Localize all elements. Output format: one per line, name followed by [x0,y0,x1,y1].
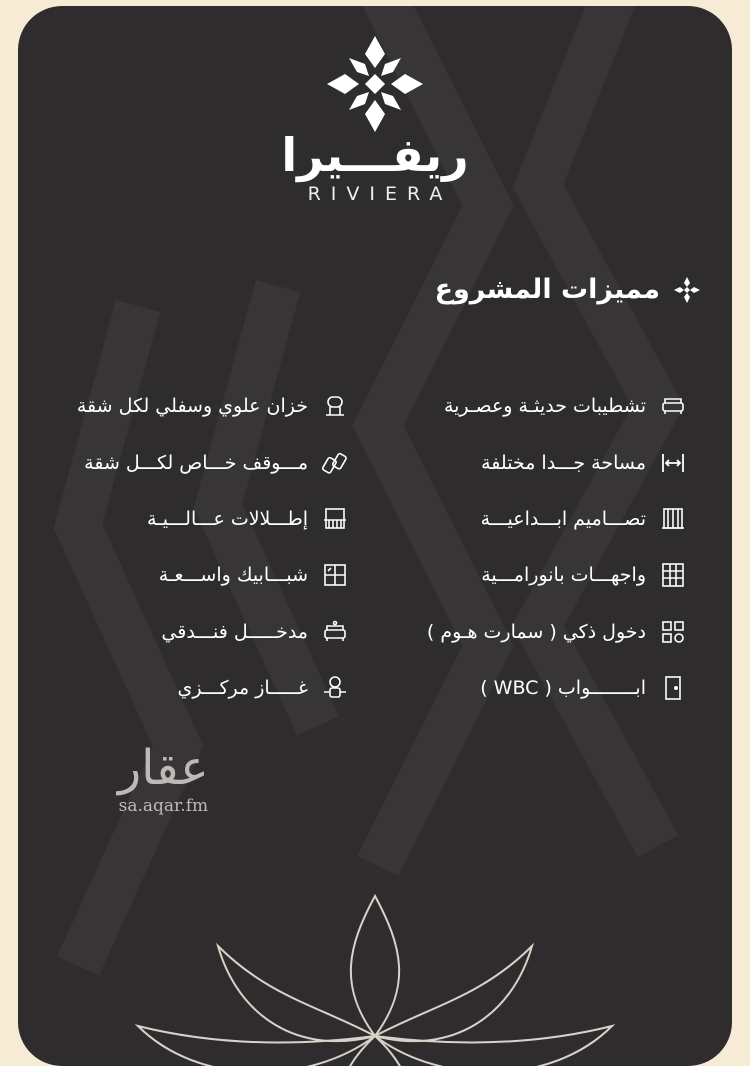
feature-label: مـــوقف خـــاص لكـــل شقة [84,452,308,474]
building-facade-icon [660,562,686,588]
feature-item [386,555,686,595]
feature-label: خزان علوي وسفلي لكل شقة [76,395,308,417]
door-icon [660,675,686,701]
star-bullet-icon [674,277,700,303]
gas-meter-icon [322,675,348,701]
feature-label: غـــــاز مركـــزي [177,677,308,699]
brand-logo [18,36,732,205]
feature-item [48,612,348,652]
feature-label: دخول ذكي ( سمارت هـوم ) [426,621,646,643]
feature-label: إطـــلالات عـــالـــيـة [147,508,308,530]
sofa-icon [660,393,686,419]
feature-item [386,668,686,708]
feature-label: شبـــابيك واســـعـة [158,564,308,586]
brand-name-english: RIVIERA [307,182,453,205]
lobby-sofa-icon [322,619,348,645]
feature-item [386,386,686,426]
watermark-url: sa.aqar.fm [118,796,209,816]
width-arrows-icon [660,450,686,476]
feature-label: واجهـــات بانورامـــية [481,564,646,586]
feature-item [48,668,348,708]
star-flower-logo-icon [327,36,423,132]
feature-item [386,499,686,539]
feature-item [48,499,348,539]
brochure-card [18,6,732,1066]
window-icon [322,562,348,588]
aqar-watermark [118,740,209,816]
parking-icon [322,450,348,476]
feature-item [386,612,686,652]
feature-label: مساحة جـــدا مختلفة [481,452,646,474]
feature-label: ابــــــــواب ( WBC ) [480,677,646,699]
section-title: مميزات المشروع [434,274,660,305]
brand-name-arabic: ريفـــيرا [281,128,469,182]
door-panel-icon [660,506,686,532]
lotus-ornament [18,886,732,1066]
balcony-icon [322,506,348,532]
feature-label: تشطيبات حديثـة وعصـرية [443,395,646,417]
feature-item [386,443,686,483]
feature-label: تصـــاميم ابـــداعيـــة [480,508,646,530]
feature-item [48,555,348,595]
section-header [435,274,700,305]
smart-lock-icon [660,619,686,645]
water-tank-icon [322,393,348,419]
watermark-logo-text: عقار [118,740,209,796]
feature-label: مدخـــــل فنـــدقي [161,621,308,643]
feature-item [48,386,348,426]
feature-item [48,443,348,483]
